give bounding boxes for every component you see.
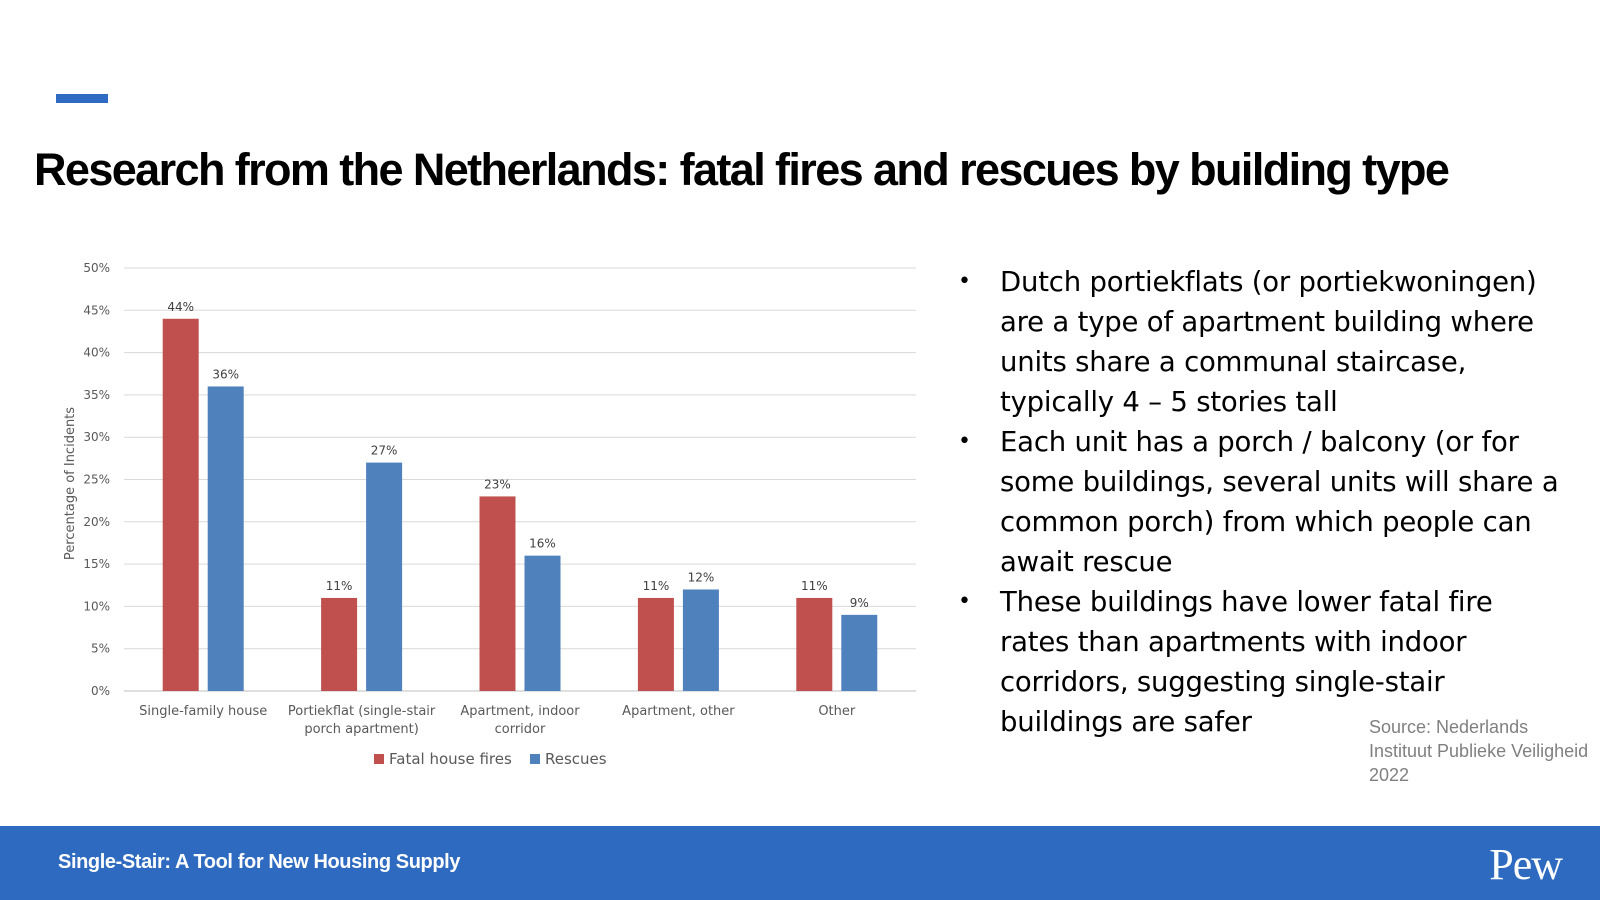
y-tick-label: 50% — [83, 261, 110, 275]
bar-fatal-fires — [163, 319, 199, 691]
data-label: 44% — [167, 299, 195, 314]
y-tick-label: 30% — [83, 430, 110, 445]
y-tick-label: 45% — [83, 303, 110, 318]
slide-title: Research from the Netherlands: fatal fires and rescues by building type — [34, 144, 1449, 195]
y-tick-label: 15% — [83, 557, 110, 572]
x-tick-label: corridor — [494, 722, 546, 737]
pew-logo: Pew — [1489, 840, 1562, 889]
y-tick-label: 0% — [90, 684, 110, 698]
bar-fatal-fires — [796, 598, 832, 691]
y-tick-label: 40% — [83, 345, 110, 360]
bullet-text: These buildings have lower fatal fire rates than apartments with indoor corridors, suggesting single-stair buildings are safer — [1000, 586, 1493, 738]
bullet-item — [955, 422, 1560, 582]
y-tick-label: 5% — [90, 641, 110, 656]
bar-rescues — [366, 463, 402, 691]
x-tick-label: Apartment, indoor — [460, 704, 580, 719]
x-tick-label: Single-family house — [139, 704, 268, 719]
data-label: 11% — [642, 578, 670, 593]
accent-bar — [56, 94, 108, 103]
data-label: 27% — [370, 443, 398, 458]
x-tick-label: Other — [818, 704, 856, 719]
legend-rescues-label: Rescues — [545, 750, 607, 768]
bullet-text: Each unit has a porch / balcony (or for some buildings, several units will share a common porch) from which people can await rescue — [1000, 426, 1559, 578]
bullet-item — [955, 262, 1560, 422]
data-label: 23% — [484, 477, 511, 492]
bullet-list — [955, 262, 1560, 742]
x-tick-label: Portiekflat (single-stair — [287, 704, 436, 719]
data-label: 16% — [529, 536, 556, 551]
bullet-icon: • — [958, 269, 971, 294]
bar-rescues — [841, 615, 877, 691]
data-label: 36% — [212, 367, 240, 382]
bar-rescues — [208, 386, 244, 691]
bar-chart-svg — [40, 250, 930, 790]
x-tick-label: Apartment, other — [622, 704, 735, 719]
y-tick-label: 20% — [83, 514, 110, 529]
legend-rescues-swatch — [530, 754, 540, 764]
legend-fatal-fires-swatch — [374, 754, 384, 764]
footer-title: Single-Stair: A Tool for New Housing Supply — [58, 851, 461, 873]
bar-rescues — [525, 556, 561, 691]
data-label: 11% — [325, 578, 353, 593]
data-label: 12% — [687, 570, 715, 585]
bar-fatal-fires — [480, 496, 516, 691]
y-tick-label: 10% — [83, 599, 110, 614]
bullet-icon: • — [958, 589, 971, 614]
bullet-text: Dutch portiekflats (or portiekwoningen) are a type of apartment building where units share a communal staircase, typically 4 – 5 stories tall — [1000, 266, 1537, 418]
bar-fatal-fires — [321, 598, 357, 691]
bullet-icon: • — [958, 429, 971, 454]
data-label: 9% — [849, 595, 869, 610]
y-axis-label: Percentage of Incidents — [63, 406, 78, 561]
y-tick-label: 25% — [83, 472, 110, 487]
source-note: Source: Nederlands Instituut Publieke Veiligheid 2022 — [1369, 717, 1589, 785]
chart — [40, 250, 930, 790]
footer-bar — [0, 826, 1600, 900]
x-tick-label: porch apartment) — [304, 722, 419, 737]
bar-rescues — [683, 589, 719, 691]
y-tick-label: 35% — [83, 387, 110, 402]
bar-fatal-fires — [638, 598, 674, 691]
legend-fatal-fires-label: Fatal house fires — [389, 750, 512, 768]
data-label: 11% — [800, 578, 828, 593]
